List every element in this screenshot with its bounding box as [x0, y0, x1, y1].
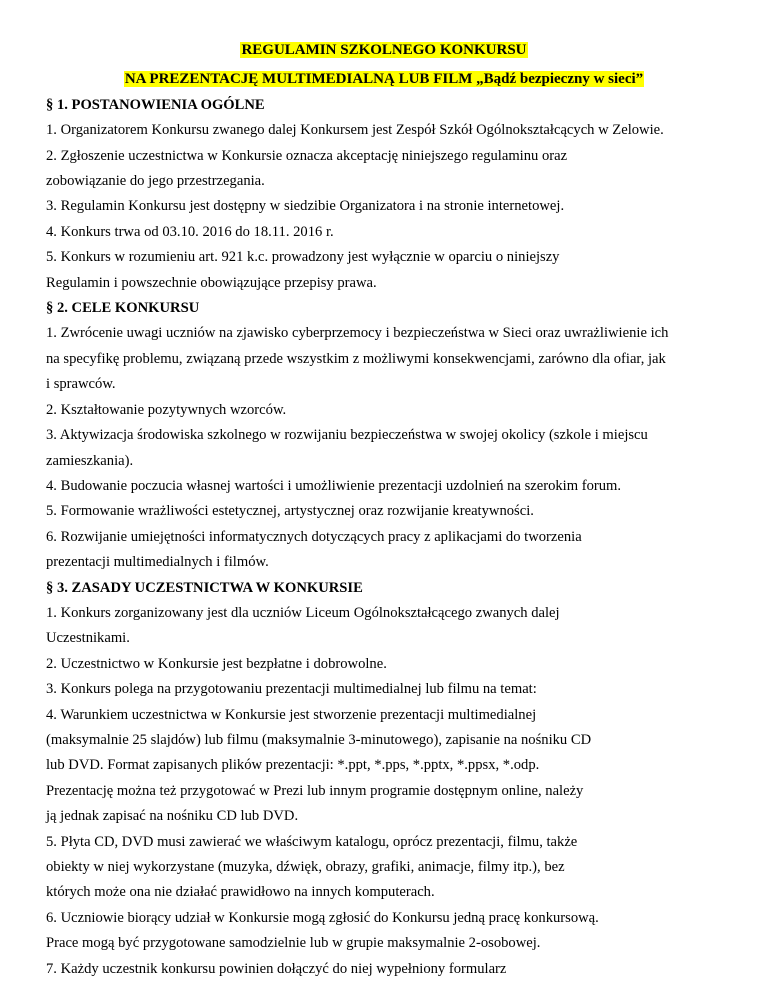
text-line: lub DVD. Format zapisanych plików prezentacji: *.ppt, *.pps, *.pptx, *.ppsx, *.odp. [46, 757, 540, 773]
text-line: 6. Uczniowie biorący udział w Konkursie mogą zgłosić do Konkursu jedną pracę konkursową. [46, 910, 599, 926]
text-line: prezentacji multimedialnych i filmów. [46, 554, 269, 570]
text-line: i sprawców. [46, 376, 116, 392]
text-line: 3. Regulamin Konkursu jest dostępny w siedzibie Organizatora i na stronie internetowej. [46, 198, 565, 214]
text-line: ją jednak zapisać na nośniku CD lub DVD. [46, 808, 299, 824]
text-line: 4. Budowanie poczucia własnej wartości i umożliwienie prezentacji uzdolnień na szerokim forum. [46, 478, 622, 494]
text-line: 4. Konkurs trwa od 03.10. 2016 do 18.11. 2016 r. [46, 224, 334, 240]
text-line: Uczestnikami. [46, 630, 130, 646]
section-1-heading: § 1. POSTANOWIENIA OGÓLNE [46, 97, 265, 113]
text-line: na specyfikę problemu, związaną przede wszystkim z możliwymi konsekwencjami, zarówno dla ofiar, jak [46, 351, 666, 367]
section-3-heading: § 3. ZASADY UCZESTNICTWA W KONKURSIE [46, 580, 363, 596]
text-line: 4. Warunkiem uczestnictwa w Konkursie jest stworzenie prezentacji multimedialnej [46, 707, 537, 723]
text-line: 1. Zwrócenie uwagi uczniów na zjawisko cyberprzemocy i bezpieczeństwa w Sieci oraz uwrażliwienie ich [46, 325, 669, 341]
text-line: 3. Aktywizacja środowiska szkolnego w rozwijaniu bezpieczeństwa w swojej okolicy (szkole i miejscu [46, 427, 648, 443]
document-title-line-1: REGULAMIN SZKOLNEGO KONKURSU [241, 42, 527, 58]
text-line: Prace mogą być przygotowane samodzielnie lub w grupie maksymalnie 2-osobowej. [46, 935, 541, 951]
text-line: Regulamin i powszechnie obowiązujące przepisy prawa. [46, 275, 377, 291]
text-line: (maksymalnie 25 slajdów) lub filmu (maksymalnie 3-minutowego), zapisanie na nośniku CD [46, 732, 592, 748]
text-line: 5. Płyta CD, DVD musi zawierać we właściwym katalogu, oprócz prezentacji, filmu, także [46, 834, 578, 850]
text-line: zobowiązanie do jego przestrzegania. [46, 173, 265, 189]
section-2-heading: § 2. CELE KONKURSU [46, 300, 200, 316]
text-line: 3. Konkurs polega na przygotowaniu prezentacji multimedialnej lub filmu na temat: [46, 681, 537, 697]
text-line: 1. Organizatorem Konkursu zwanego dalej Konkursem jest Zespół Szkół Ogólnokształcących w Zelowie. [46, 122, 664, 138]
text-line: 1. Konkurs zorganizowany jest dla uczniów Liceum Ogólnokształcącego zwanych dalej [46, 605, 560, 621]
text-line: których może ona nie działać prawidłowo na innych komputerach. [46, 884, 435, 900]
text-line: 7. Każdy uczestnik konkursu powinien dołączyć do niej wypełniony formularz [46, 961, 507, 977]
text-line: 5. Formowanie wrażliwości estetycznej, artystycznej oraz rozwijanie kreatywności. [46, 503, 534, 519]
text-line: zamieszkania). [46, 453, 134, 469]
text-line: 2. Kształtowanie pozytywnych wzorców. [46, 402, 287, 418]
document-title-line-2: NA PREZENTACJĘ MULTIMEDIALNĄ LUB FILM „Bądź bezpieczny w sieci” [124, 71, 644, 87]
text-line: 2. Zgłoszenie uczestnictwa w Konkursie oznacza akceptację niniejszego regulaminu oraz [46, 148, 568, 164]
title-line-1-wrap [0, 40, 768, 60]
text-line: 6. Rozwijanie umiejętności informatycznych dotyczących pracy z aplikacjami do tworzenia [46, 529, 582, 545]
text-line: obiekty w niej wykorzystane (muzyka, dźwięk, obrazy, grafiki, animacje, filmy itp.), bez [46, 859, 565, 875]
text-line: Prezentację można też przygotować w Prezi lub innym programie dostępnym online, należy [46, 783, 584, 799]
text-line: 5. Konkurs w rozumieniu art. 921 k.c. prowadzony jest wyłącznie w oparciu o niniejszy [46, 249, 560, 265]
text-line: 2. Uczestnictwo w Konkursie jest bezpłatne i dobrowolne. [46, 656, 387, 672]
title-line-2-wrap [0, 69, 768, 89]
